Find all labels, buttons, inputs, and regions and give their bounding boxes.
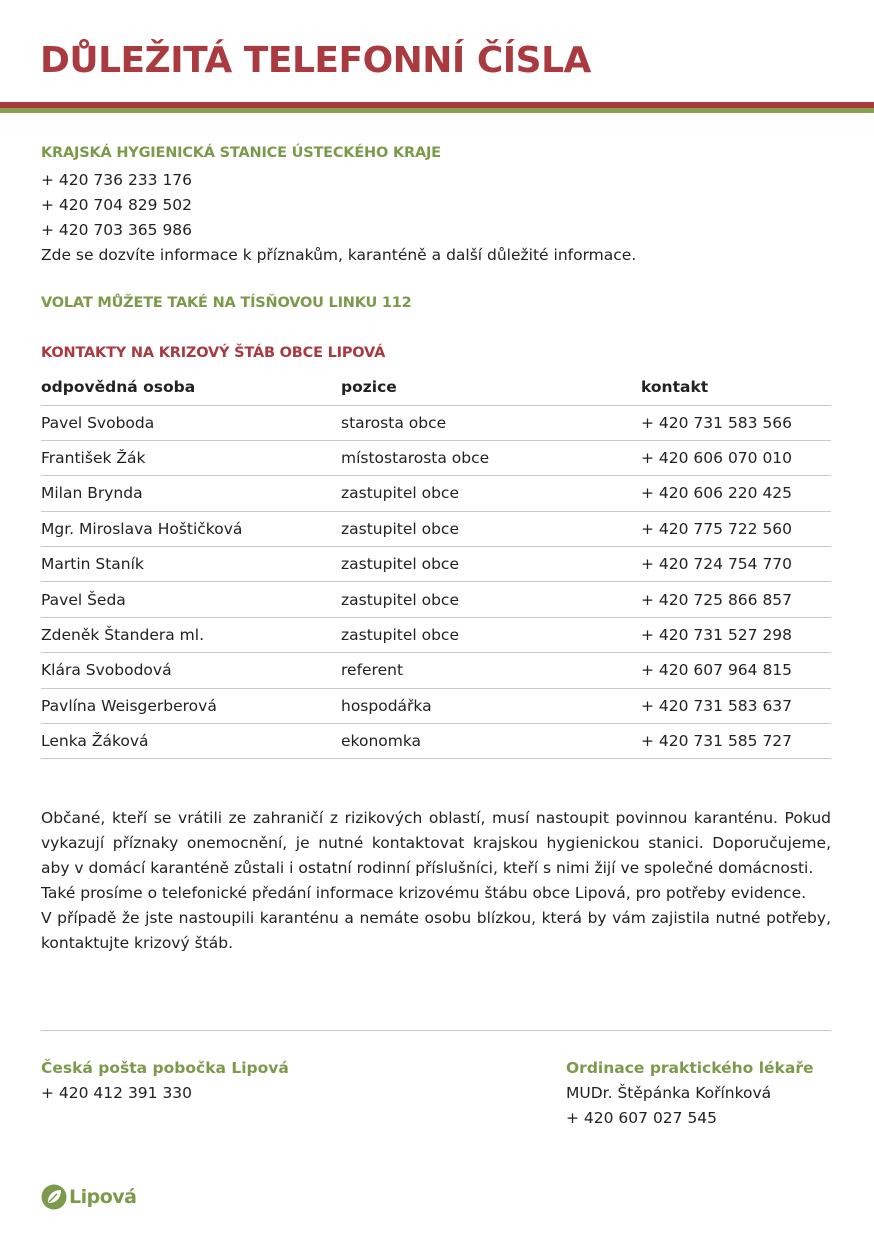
table-row — [41, 547, 831, 582]
cell-contact: + 420 731 583 637 — [641, 688, 831, 723]
table-row — [41, 653, 831, 688]
emergency-heading: VOLAT MŮŽETE TAKÉ NA TÍSŇOVOU LINKU 112 — [41, 295, 412, 311]
cell-contact: + 420 731 585 727 — [641, 724, 831, 759]
header-divider-green — [0, 108, 874, 113]
cell-position: místostarosta obce — [341, 440, 641, 475]
column-header-person: odpovědná osoba — [41, 370, 341, 405]
column-header-position: pozice — [341, 370, 641, 405]
cell-person: Lenka Žáková — [41, 724, 341, 759]
cell-position: hospodářka — [341, 688, 641, 723]
cell-position: ekonomka — [341, 724, 641, 759]
cell-person: Milan Brynda — [41, 476, 341, 511]
footer-divider — [41, 1030, 831, 1031]
page-title: DŮLEŽITÁ TELEFONNÍ ČÍSLA — [40, 40, 591, 81]
cell-person: Pavel Svoboda — [41, 405, 341, 440]
cell-position: zastupitel obce — [341, 547, 641, 582]
cell-person: Pavlína Weisgerberová — [41, 688, 341, 723]
cell-contact: + 420 606 070 010 — [641, 440, 831, 475]
leaf-logo-icon — [41, 1184, 67, 1210]
hygiene-phone: + 420 704 829 502 — [41, 196, 193, 214]
cell-contact: + 420 606 220 425 — [641, 476, 831, 511]
cell-position: referent — [341, 653, 641, 688]
post-office-phone: + 420 412 391 330 — [41, 1084, 193, 1102]
cell-contact: + 420 724 754 770 — [641, 547, 831, 582]
post-office-block — [41, 1056, 289, 1106]
table-row — [41, 476, 831, 511]
table-header-row — [41, 370, 831, 405]
table-row — [41, 617, 831, 652]
cell-position: zastupitel obce — [341, 476, 641, 511]
cell-person: Zdeněk Štandera ml. — [41, 617, 341, 652]
notice-paragraph: V případě že jste nastoupili karanténu a nemáte osobu blízkou, která by vám zajistila nutné potřeby, kontaktujte krizový štáb. — [41, 909, 831, 952]
doctor-heading: Ordinace praktického lékaře — [566, 1059, 814, 1077]
cell-person: Martin Staník — [41, 547, 341, 582]
crisis-heading: KONTAKTY NA KRIZOVÝ ŠTÁB OBCE LIPOVÁ — [41, 345, 386, 361]
table-row — [41, 440, 831, 475]
lipova-logo — [41, 1184, 136, 1210]
table-row — [41, 582, 831, 617]
cell-position: zastupitel obce — [341, 511, 641, 546]
cell-person: Pavel Šeda — [41, 582, 341, 617]
cell-contact: + 420 731 583 566 — [641, 405, 831, 440]
table-row — [41, 688, 831, 723]
hygiene-phone: + 420 703 365 986 — [41, 221, 193, 239]
cell-contact: + 420 725 866 857 — [641, 582, 831, 617]
doctor-phone: + 420 607 027 545 — [566, 1109, 718, 1127]
doctor-name: MUDr. Štěpánka Kořínková — [566, 1084, 772, 1102]
cell-person: Klára Svobodová — [41, 653, 341, 688]
hygiene-phone: + 420 736 233 176 — [41, 171, 193, 189]
cell-position: zastupitel obce — [341, 582, 641, 617]
notice-paragraph: Občané, kteří se vrátili ze zahraničí z rizikových oblastí, musí nastoupit povinnou karanténu. Pokud vykazují příznaky onemocnění, je nutné kontaktovat krajskou hygienickou stanici. Doporučujeme, aby v domácí karanténě zůstali i ostatní rodinní příslušníci, kteří s nimi žijí ve společné domácnosti. — [41, 809, 831, 877]
table-row — [41, 511, 831, 546]
cell-contact: + 420 731 527 298 — [641, 617, 831, 652]
table-row — [41, 405, 831, 440]
crisis-contacts-table — [41, 370, 831, 759]
hygiene-note: Zde se dozvíte informace k příznakům, karanténě a další důležité informace. — [41, 246, 637, 264]
table-body — [41, 405, 831, 759]
cell-contact: + 420 607 964 815 — [641, 653, 831, 688]
cell-person: František Žák — [41, 440, 341, 475]
quarantine-notice — [41, 806, 831, 956]
cell-contact: + 420 775 722 560 — [641, 511, 831, 546]
cell-position: zastupitel obce — [341, 617, 641, 652]
hygiene-contact-block — [41, 168, 636, 268]
post-office-heading: Česká pošta pobočka Lipová — [41, 1059, 289, 1077]
column-header-contact: kontakt — [641, 370, 831, 405]
table-row — [41, 724, 831, 759]
notice-paragraph: Také prosíme o telefonické předání informace krizovému štábu obce Lipová, pro potřeby evidence. — [41, 884, 807, 902]
doctor-block — [566, 1056, 813, 1131]
hygiene-heading: KRAJSKÁ HYGIENICKÁ STANICE ÚSTECKÉHO KRAJE — [41, 145, 441, 161]
logo-text: Lipová — [69, 1186, 137, 1208]
cell-person: Mgr. Miroslava Hoštičková — [41, 511, 341, 546]
cell-position: starosta obce — [341, 405, 641, 440]
